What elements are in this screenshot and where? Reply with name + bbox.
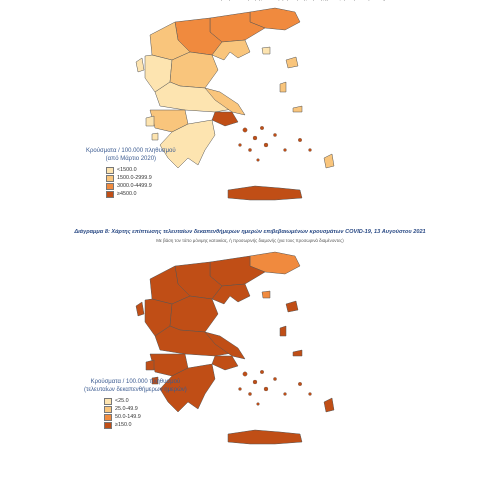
region-lesvos	[286, 57, 298, 68]
greece-map-cumulative	[0, 0, 500, 222]
legend-item: <1500.0	[106, 166, 176, 174]
map2-subtitle: Με βάση τον τόπο μόνιμης κατοικίας, ή προσωρινής διαμονής (για τους προσωρινά διαμένοντες)	[156, 238, 344, 243]
legend-swatch	[106, 183, 114, 190]
region-samos	[293, 350, 302, 356]
legend-item: <25.0	[104, 397, 187, 405]
legend-swatch	[106, 167, 114, 174]
region-attica	[212, 356, 238, 370]
region-rhodes	[324, 154, 334, 168]
legend-swatch	[104, 414, 112, 421]
map-last-14-days	[0, 244, 500, 484]
region-rhodes	[324, 398, 334, 412]
legend-swatch	[104, 398, 112, 405]
legend-item: 50.0-149.9	[104, 413, 187, 421]
cyclades-islands	[239, 370, 312, 405]
legend-item: ≥150.0	[104, 421, 187, 429]
region-zakynthos	[152, 133, 158, 140]
region-limnos	[262, 291, 270, 298]
region-lesvos	[286, 301, 298, 312]
legend-swatch	[104, 406, 112, 413]
cyclades-islands	[239, 126, 312, 161]
map2-title: Διάγραμμα 8: Χάρτης επίπτωσης τελευταίων δεκαπενθήμερων ημερών επιβεβαιωμένων κρουσμάτων COVID-19, 13 Αυγούστου 2021	[74, 229, 426, 235]
legend-item: 1500.0-2999.9	[106, 174, 176, 182]
region-chios	[280, 82, 286, 92]
legend-item: ≥4500.0	[106, 190, 176, 198]
region-crete	[228, 430, 302, 444]
legend-title: Κρούσματα / 100.000 πληθυσμού	[90, 379, 181, 385]
region-chios	[280, 326, 286, 336]
region-crete	[228, 186, 302, 200]
legend-item: 3000.0-4499.9	[106, 182, 176, 190]
map-cumulative	[0, 0, 500, 222]
legend-subtitle: (από Μάρτιο 2020)	[105, 156, 157, 162]
region-kefalonia	[146, 116, 154, 126]
region-limnos	[262, 47, 270, 54]
legend-item: 25.0-49.9	[104, 405, 187, 413]
region-kefalonia	[146, 360, 154, 370]
region-samos	[293, 106, 302, 112]
legend-subtitle: (τελευταίων δεκαπενθήμερων ημερών)	[84, 387, 187, 393]
greece-map-last-14-days	[0, 244, 500, 484]
region-corfu	[136, 58, 144, 72]
legend-swatch	[106, 175, 114, 182]
legend-title: Κρούσματα / 100.000 πληθυσμού	[86, 148, 176, 154]
legend-swatch	[104, 422, 112, 429]
map1-legend	[86, 147, 176, 198]
region-attica	[212, 112, 238, 126]
region-corfu	[136, 302, 144, 316]
legend-swatch	[106, 191, 114, 198]
map2-legend	[84, 378, 187, 429]
